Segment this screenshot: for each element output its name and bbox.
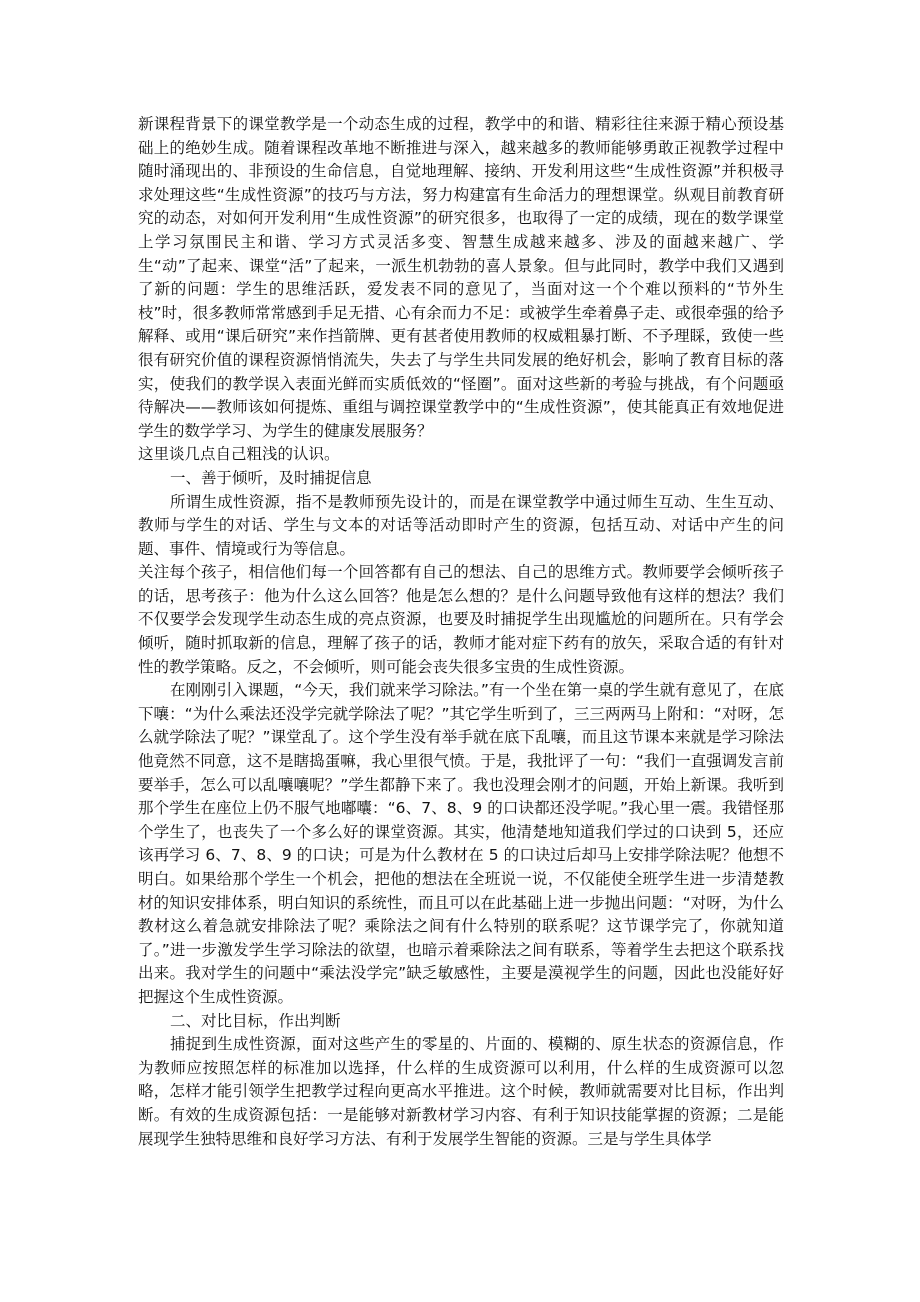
- case-paragraph: 在刚刚引入课题，“今天，我们就来学习除法。”有一个坐在第一桌的学生就有意见了，在底下嚷：“为什么乘法还没学完就学除法了呢？”其它学生听到了，三三两两马上附和：“对呀，怎么就学除法了呢？”课堂乱了。这个学生没有举手就在底下乱嚷，而且这节课本来就是学习除法他竟然不同意，这不是瞎捣蛋嘛，我心里很气愤。于是，我批评了一句：“我们一直强调发言前要举手，怎么可以乱嚷嚷呢？”学生都静下来了。我也没理会刚才的问题，开始上新课。我听到那个学生在座位上仍不服气地嘟囔：“6、7、8、9 的口诀都还没学呢。”我心里一震。我错怪那个学生了，也丧失了一个多么好的课堂资源。其实，他清楚地知道我们学过的口诀到 5，还应该再学习 6、7、8、9 的口诀；可是为什么教材在 5 的口诀过后却马上安排学除法呢？他想不明白。如果给那个学生一个机会，把他的想法在全班说一说，不仅能使全班学生进一步清楚教材的知识安排体系，明白知识的系统性，而且可以在此基础上进一步抛出问题：“对呀，为什么教材这么着急就安排除法了呢？乘除法之间有什么特别的联系呢？这节课学完了，你就知道了。”进一步激发学生学习除法的欲望，也暗示着乘除法之间有联系，等着学生去把这个联系找出来。我对学生的问题中“乘法没学完”缺乏敏感性，主要是漠视学生的问题，因此也没能好好把握这个生成性资源。: [138, 681, 784, 1006]
- intro-remark: 这里谈几点自己粗浅的认识。: [138, 445, 340, 464]
- judgment-paragraph: 捕捉到生成性资源，面对这些产生的零星的、片面的、模糊的、原生状态的资源信息，作为教师应按照怎样的标准加以选择，什么样的生成资源可以利用，什么样的生成资源可以忽略，怎样才能引领学生把教学过程向更高水平推进。这个时候，教师就需要对比目标，作出判断。有效的生成资源包括：一是能够对新教材学习内容、有利于知识技能掌握的资源；二是能展现学生独特思维和良好学习方法、有利于发展学生智能的资源。三是与学生具体学: [138, 1035, 784, 1148]
- definition-paragraph: 所谓生成性资源，指不是教师预先设计的，而是在课堂教学中通过师生互动、生生互动、教师与学生的对话、学生与文本的对话等活动即时产生的资源，包括互动、对话中产生的问题、事件、情境或行为等信息。: [138, 492, 784, 558]
- listening-paragraph: 关注每个孩子，相信他们每一个回答都有自己的想法、自己的思维方式。教师要学会倾听孩子的话，思考孩子：他为什么这么回答？他是怎么想的？是什么问题导致他有这样的想法？我们不仅要学会发现学生动态生成的亮点资源，也要及时捕捉学生出现尴尬的问题所在。只有学会倾听，随时抓取新的信息，理解了孩子的话，教师才能对症下药有的放矢，采取合适的有针对性的教学策略。反之，不会倾听，则可能会丧失很多宝贵的生成性资源。: [138, 563, 784, 676]
- section-heading-1: 一、善于倾听，及时捕捉信息: [170, 468, 372, 487]
- section-heading-2: 二、对比目标，作出判断: [170, 1011, 341, 1030]
- document-body: [138, 113, 784, 1151]
- intro-paragraph: 新课程背景下的课堂教学是一个动态生成的过程，教学中的和谐、精彩往往来源于精心预设基础上的绝妙生成。随着课程改革地不断推进与深入，越来越多的教师能够勇敢正视教学过程中随时涌现出的、非预设的生命信息，自觉地理解、接纳、开发利用这些“生成性资源”并积极寻求处理这些“生成性资源”的技巧与方法，努力构建富有生命活力的理想课堂。纵观目前教育研究的动态，对如何开发利用“生成性资源”的研究很多，也取得了一定的成绩，现在的数学课堂上学习氛围民主和谐、学习方式灵活多变、智慧生成越来越多、涉及的面越来越广、学生“动”了起来、课堂“活”了起来，一派生机勃勃的喜人景象。但与此同时，教学中我们又遇到了新的问题：学生的思维活跃，爱发表不同的意见了，当面对这一个个难以预料的“节外生枝”时，很多教师常常感到手足无措、心有余而力不足：或被学生牵着鼻子走、或很牵强的给予解释、或用“课后研究”来作挡箭牌、更有甚者使用教师的权威粗暴打断、不予理睬，致使一些很有研究价值的课程资源悄悄流失，失去了与学生共同发展的绝好机会，影响了教育目标的落实，使我们的教学误入表面光鲜而实质低效的“怪圈”。面对这些新的考验与挑战，有个问题亟待解决——教师该如何提炼、重组与调控课堂教学中的“生成性资源”，使其能真正有效地促进学生的数学学习、为学生的健康发展服务？: [138, 115, 784, 440]
